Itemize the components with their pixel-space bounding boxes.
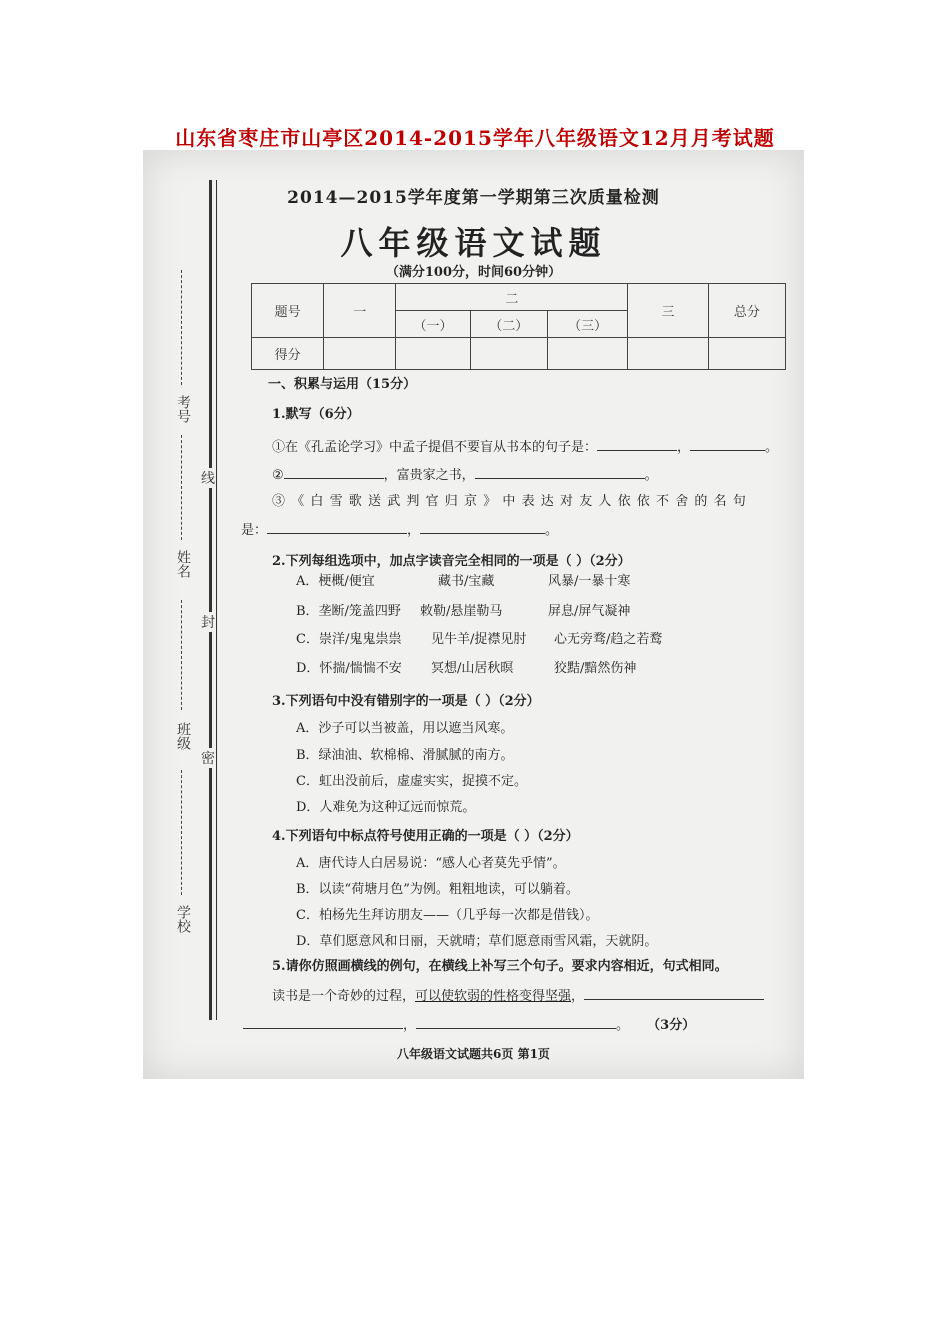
q5-line2	[243, 1016, 695, 1032]
q3-opt-a: A．沙子可以当被盖，用以遮当风寒。	[296, 721, 514, 736]
exam-title: 八年级语文试题	[340, 224, 607, 262]
section1-heading: 一、积累与运用（15分）	[268, 377, 417, 392]
q1-a-blank2[interactable]	[690, 438, 765, 451]
side-label-banji: 班级	[175, 722, 191, 750]
q2-opt-a-2: 藏书/宝藏	[438, 574, 495, 589]
q5-line2-sep: ，	[403, 1018, 417, 1033]
seal-char-xian: 线	[201, 468, 215, 488]
q2-opt-d-3: 狡黠/黯然伤神	[554, 661, 637, 676]
seal-char-mi: 密	[201, 748, 215, 768]
q2-opt-c-2: 见牛羊/捉襟见肘	[431, 632, 527, 647]
q3-title: 3.下列语句中没有错别字的一项是（ ）（2分）	[272, 694, 540, 709]
score-blank-sub1[interactable]	[396, 338, 470, 370]
q3-opt-d: D．人难免为这种辽远而惊荒。	[296, 800, 476, 815]
q2-opt-b-2: 敕勒/悬崖勒马	[420, 604, 503, 619]
q3-opt-c: C．虹出没前后，虚虚实实，捉摸不定。	[296, 774, 527, 789]
q5-blank1[interactable]	[584, 987, 764, 1000]
cell-sub3: （三）	[547, 311, 627, 338]
score-blank-sub3[interactable]	[547, 338, 627, 370]
binding-line-thick	[209, 180, 212, 1020]
q1-b-pre: ②	[272, 468, 284, 483]
q4-opt-d: D．草们愿意风和日丽，天就晴；草们愿意雨雪风霜，天就阴。	[296, 934, 658, 949]
q5-example-underlined: 可以使软弱的性格变得坚强	[415, 989, 572, 1004]
cell-total: 总分	[708, 284, 785, 338]
q5-blank3[interactable]	[416, 1016, 616, 1029]
q1-c2-end: 。	[545, 523, 559, 538]
q1-b-end: 。	[644, 468, 658, 483]
q5-blank2[interactable]	[243, 1016, 403, 1029]
score-blank-total[interactable]	[708, 338, 785, 370]
side-blank-xuexiao	[181, 770, 183, 895]
q4-opt-c: C．柏杨先生拜访朋友——（几乎每一次都是借钱）。	[296, 908, 599, 923]
q3-opt-b: B．绿油油、软棉棉、滑腻腻的南方。	[296, 748, 514, 763]
cell-defen: 得分	[252, 338, 324, 370]
q1-a-sep: ，	[677, 440, 691, 455]
q2-opt-d-2: 冥想/山居秋暝	[431, 661, 514, 676]
cell-san: 三	[628, 284, 708, 338]
q5-title: 5.请你仿照画横线的例句，在横线上补写三个句子。要求内容相近，句式相同。	[272, 959, 728, 974]
page-footer: 八年级语文试题共6页 第1页	[397, 1047, 550, 1061]
q1-b	[272, 466, 658, 482]
cell-er: 二	[396, 284, 628, 311]
side-blank-banji	[181, 600, 183, 710]
q1-a-text: ①在《孔孟论学习》中孟子提倡不要盲从书本的句子是：	[272, 440, 598, 455]
cell-tihao: 题号	[252, 284, 324, 338]
q2-opt-c-3: 心无旁骛/趋之若鹜	[554, 632, 663, 647]
side-blank-kaohao	[181, 270, 183, 385]
q2-opt-d-1: D．怀揣/惴惴不安	[296, 661, 402, 676]
q5-example-pre: 读书是一个奇妙的过程，	[272, 989, 416, 1004]
q1-c2-pre: 是：	[241, 523, 268, 538]
binding-line-thin	[216, 180, 217, 1020]
q2-opt-a-1: A．梗概/便宜	[296, 574, 375, 589]
side-label-kaohao: 考号	[175, 395, 191, 423]
q5-line2-end: 。	[616, 1018, 630, 1033]
seal-char-feng: 封	[201, 612, 215, 632]
q1-title: 1.默写（6分）	[272, 407, 360, 422]
score-note: （满分100分，时间60分钟）	[385, 265, 562, 280]
cell-sub2: （二）	[470, 311, 547, 338]
q1-b-mid: ，富贵家之书，	[383, 468, 475, 483]
q1-b-blank2[interactable]	[475, 466, 645, 479]
side-label-xingming: 姓名	[175, 550, 191, 578]
score-blank-san[interactable]	[628, 338, 708, 370]
q2-opt-b-1: B．垄断/笼盖四野	[296, 604, 401, 619]
score-blank-yi[interactable]	[324, 338, 396, 370]
cell-yi: 一	[324, 284, 396, 338]
side-label-xuexiao: 学校	[175, 905, 191, 933]
q1-c2-blank1[interactable]	[267, 521, 407, 534]
q1-a-end: 。	[765, 440, 779, 455]
q1-c2-sep: ，	[407, 523, 421, 538]
q5-example-sep: ，	[571, 989, 585, 1004]
scanned-exam-page	[143, 150, 804, 1079]
q1-a-blank1[interactable]	[597, 438, 677, 451]
side-blank-xingming	[181, 435, 183, 540]
exam-subtitle: 2014—2015学年度第一学期第三次质量检测	[287, 188, 660, 208]
q1-a	[272, 438, 778, 454]
q1-c1: ③《白雪歌送武判官归京》中表达对友人依依不舍的名句	[272, 494, 753, 509]
q2-opt-b-3: 屏息/屏气凝神	[548, 604, 631, 619]
score-table	[251, 283, 786, 370]
q2-title: 2.下列每组选项中，加点字读音完全相同的一项是（ ）（2分）	[272, 554, 631, 569]
cell-sub1: （一）	[396, 311, 470, 338]
q5-example	[272, 987, 764, 1003]
q2-options	[238, 575, 788, 695]
q4-opt-a: A．唐代诗人白居易说：“感人心者莫先乎情”。	[296, 856, 566, 871]
q1-c2	[241, 521, 558, 537]
q4-title: 4.下列语句中标点符号使用正确的一项是（ ）（2分）	[272, 829, 579, 844]
document-title: 山东省枣庄市山亭区2014-2015学年八年级语文12月月考试题	[175, 126, 775, 150]
q2-opt-a-3: 风暴/一暴十寒	[548, 574, 631, 589]
q2-opt-c-1: C．崇洋/鬼鬼祟祟	[296, 632, 402, 647]
q4-opt-b: B．以读“荷塘月色”为例。粗粗地读，可以躺着。	[296, 882, 579, 897]
score-blank-sub2[interactable]	[470, 338, 547, 370]
q5-score: （3分）	[647, 1018, 696, 1033]
q1-c2-blank2[interactable]	[420, 521, 545, 534]
q1-b-blank1[interactable]	[284, 466, 384, 479]
